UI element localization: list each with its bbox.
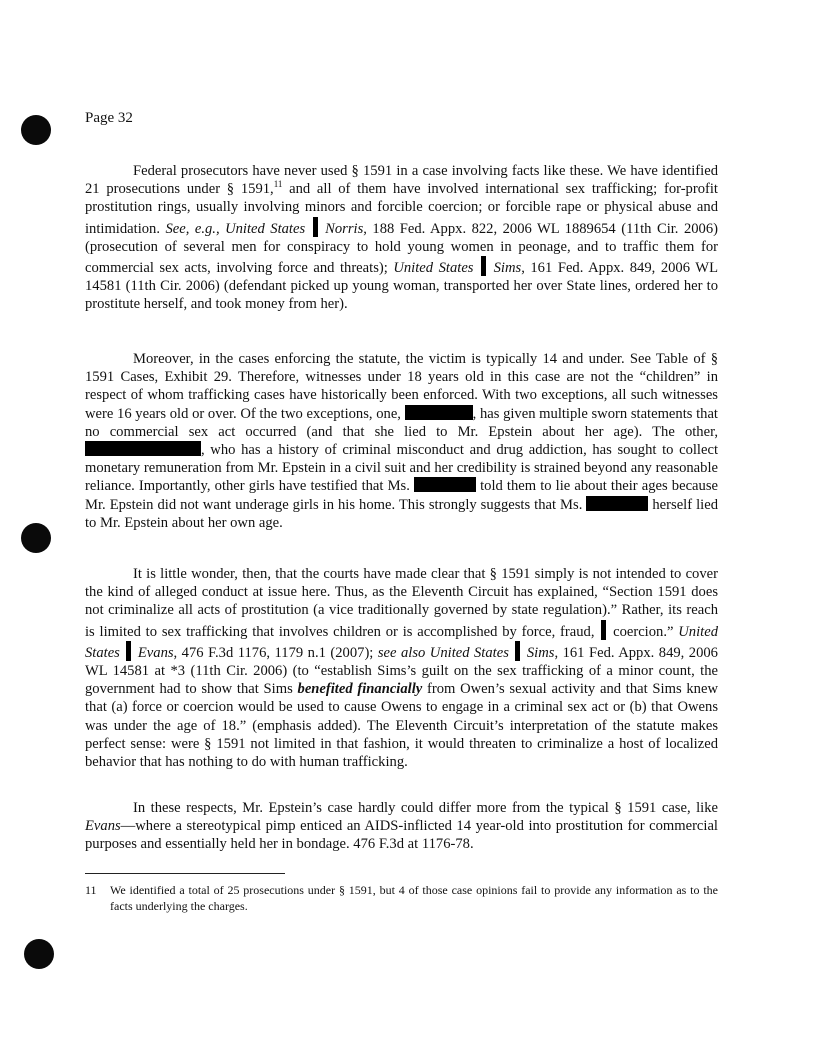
redaction-bar	[481, 256, 486, 276]
page-number: Page 32	[85, 110, 133, 126]
paragraph-3: It is little wonder, then, that the courts have made clear that § 1591 simply is not intended to cover the kind of alleged conduct at issue here. Thus, as the Eleventh Circuit has explained, “Section 1591 does not criminalize all acts of prostitution (a vice traditionally governed by state regulation).” Rather, its reach is limited to sex trafficking that involves children or is accomplished by force, fraud, coercion.” United States Evans, 476 F.3d 1176, 1179 n.1 (2007); see also United States Sims, 161 Fed. Appx. 849, 2006 WL 14581 at *3 (11th Cir. 2006) (to “establish Sims’s guilt on the sex trafficking of a minor count, the government had to show that Sims benefited financially from Owen’s sexual activity and that Sims knew that (a) force or coercion would be used to cause Owens to engage in a criminal sex act or (b) that Owens was under the age of 18.” (emphasis added). The Eleventh Circuit’s interpretation of the statute makes perfect sense: were § 1591 not limited in that fashion, it would threaten to criminalize a host of localized behavior that has nothing to do with human trafficking.	[85, 566, 718, 771]
redaction-block	[85, 441, 201, 456]
footnote-number: 11	[85, 883, 97, 897]
redaction-bar	[126, 641, 131, 661]
redaction-bar	[515, 641, 520, 661]
footnote-divider	[85, 873, 285, 874]
paragraph-2: Moreover, in the cases enforcing the statute, the victim is typically 14 and under. See Table of § 1591 Cases, Exhibit 29. Therefore, witnesses under 18 years old in this case are not the “children” in respect of whom trafficking cases have historically been enforced. With two exceptions, all such witnesses were 16 years old or over. Of the two exceptions, one, , has given multiple sworn statements that no commercial sex act occurred (and that she lied to Mr. Epstein about her age). The other, , who has a history of criminal misconduct and drug addiction, has sought to collect monetary remuneration from Mr. Epstein in a civil suit and her credibility is strained beyond any reasonable reliance. Importantly, other girls have testified that Ms. told them to lie about their ages because Mr. Epstein did not want underage girls in his home. This strongly suggests that Ms. herself lied to Mr. Epstein about her own age.	[85, 351, 718, 531]
binder-hole-bottom	[24, 939, 54, 969]
paragraph-1: Federal prosecutors have never used § 1591 in a case involving facts like these. We have identified 21 prosecutions under § 1591,11 and all of them have involved international sex trafficking; for-profit prostitution rings, usually involving minors and forcible coercion; or forcible rape or physical abuse and intimidation. See, e.g., United States Norris, 188 Fed. Appx. 822, 2006 WL 1889654 (11th Cir. 2006) (prosecution of several men for conspiracy to hold young women in peonage, and to traffic them for commercial sex acts, involving force and threats); United States Sims, 161 Fed. Appx. 849, 2006 WL 14581 (11th Cir. 2006) (defendant picked up young woman, transported her over State lines, ordered her to prostitute herself, and took money from her).	[85, 163, 719, 313]
binder-hole-top	[21, 115, 51, 145]
footnote-text: We identified a total of 25 prosecutions under § 1591, but 4 of those case opinions fail to provide any information as to the facts underlying the charges.	[110, 883, 718, 913]
footnote-ref: 11	[273, 179, 283, 190]
redaction-bar	[601, 620, 606, 640]
redaction-bar	[313, 217, 318, 237]
binder-hole-middle	[21, 523, 51, 553]
redaction-block	[414, 477, 476, 492]
footnote	[85, 882, 718, 914]
paragraph-4: In these respects, Mr. Epstein’s case hardly could differ more from the typical § 1591 case, like Evans—where a stereotypical pimp enticed an AIDS-inflicted 14 year-old into prostitution for commercial purposes and essentially held her in bondage. 476 F.3d at 1176-78.	[85, 800, 718, 853]
redaction-block	[586, 496, 648, 511]
redaction-block	[405, 405, 473, 420]
